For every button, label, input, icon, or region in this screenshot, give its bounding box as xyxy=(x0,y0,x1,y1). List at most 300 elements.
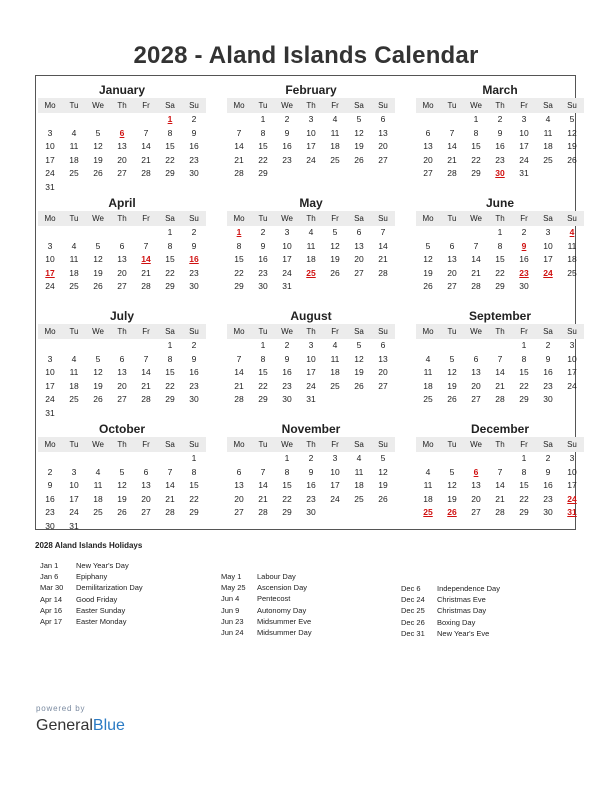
day-cell: 10 xyxy=(45,141,55,151)
weekday-label: Sa xyxy=(543,214,553,223)
month-april xyxy=(38,195,206,294)
week-row xyxy=(38,493,206,507)
day-cell: 24 xyxy=(45,168,55,178)
day-cell: 2 xyxy=(497,114,503,124)
day-cell: 25 xyxy=(543,154,553,165)
empty-day-cell xyxy=(86,113,110,127)
day-cell: 20 xyxy=(354,254,364,264)
week-row xyxy=(227,479,395,493)
day-cell: 14 xyxy=(447,141,457,151)
week-row xyxy=(38,127,206,141)
day-cell: 23 xyxy=(189,154,199,165)
holiday-name: Easter Sunday xyxy=(76,605,126,615)
empty-day-cell xyxy=(299,280,323,294)
week-row xyxy=(416,380,584,394)
day-cell: 26 xyxy=(354,154,364,165)
weekday-label: Tu xyxy=(447,101,457,110)
empty-day-cell xyxy=(371,167,395,181)
day-cell: 30 xyxy=(282,394,292,404)
week-row xyxy=(38,452,206,466)
day-cell: 7 xyxy=(380,227,386,237)
day-cell: 19 xyxy=(117,493,127,504)
day-cell: 30 xyxy=(519,281,529,291)
day-cell: 4 xyxy=(71,240,77,251)
day-cell: 24 xyxy=(45,281,55,291)
day-cell: 18 xyxy=(423,493,433,504)
empty-day-cell xyxy=(182,520,206,534)
holiday-day-cell: 24 xyxy=(567,493,577,504)
day-cell: 30 xyxy=(543,507,553,517)
day-cell: 27 xyxy=(447,281,457,291)
day-cell: 7 xyxy=(143,127,149,138)
weekday-header xyxy=(227,211,395,226)
holiday-date: Jan 1 xyxy=(40,561,59,570)
weekday-label: Tu xyxy=(69,214,79,223)
weekday-label: Su xyxy=(378,214,388,223)
day-cell: 1 xyxy=(191,453,197,463)
week-row xyxy=(416,506,584,520)
month-name: September xyxy=(468,309,532,323)
month-name: January xyxy=(98,83,146,97)
weekday-label: Th xyxy=(495,214,505,223)
day-cell: 22 xyxy=(519,493,529,504)
weekday-label: Mo xyxy=(233,101,245,110)
week-row xyxy=(38,353,206,367)
day-cell: 18 xyxy=(330,367,340,377)
day-cell: 23 xyxy=(189,380,199,391)
day-cell: 6 xyxy=(449,240,455,251)
weekday-label: Su xyxy=(378,101,388,110)
empty-day-cell xyxy=(488,339,512,353)
weekday-header xyxy=(416,324,584,339)
holiday-day-cell: 16 xyxy=(189,254,199,264)
day-cell: 28 xyxy=(234,168,244,178)
empty-day-cell xyxy=(488,452,512,466)
weekday-label: Fr xyxy=(520,101,528,110)
weekday-header xyxy=(416,437,584,452)
holiday-day-cell: 6 xyxy=(473,466,479,477)
holiday-name: Demilitarization Day xyxy=(76,583,143,593)
holiday-day-cell: 30 xyxy=(495,168,505,178)
holiday-day-cell: 26 xyxy=(447,507,457,517)
day-cell: 23 xyxy=(258,267,268,278)
day-cell: 3 xyxy=(47,240,53,251)
week-row xyxy=(416,466,584,480)
month-december xyxy=(416,421,584,520)
week-row xyxy=(38,140,206,154)
holiday-day-cell: 25 xyxy=(423,507,433,517)
day-cell: 5 xyxy=(569,114,575,124)
day-cell: 3 xyxy=(47,127,53,138)
week-row xyxy=(38,479,206,493)
day-cell: 8 xyxy=(473,127,479,138)
day-cell: 1 xyxy=(521,453,527,463)
day-cell: 18 xyxy=(567,254,577,264)
holiday-name: Midsummer Day xyxy=(257,627,312,637)
week-row xyxy=(38,226,206,240)
day-cell: 14 xyxy=(141,367,151,377)
empty-day-cell xyxy=(62,452,86,466)
holiday-entry xyxy=(401,617,571,628)
day-cell: 3 xyxy=(308,114,314,124)
day-cell: 9 xyxy=(191,353,197,364)
day-cell: 18 xyxy=(69,380,79,391)
brand-general: General xyxy=(36,717,93,734)
weekday-label: Th xyxy=(495,327,505,336)
month-name: April xyxy=(108,196,136,210)
holiday-date: Dec 24 xyxy=(401,595,425,605)
empty-day-cell xyxy=(416,226,440,240)
brand-blue: Blue xyxy=(92,717,125,734)
empty-day-cell xyxy=(134,452,158,466)
day-cell: 16 xyxy=(189,141,199,151)
empty-day-cell xyxy=(86,407,110,421)
weekday-label: We xyxy=(92,101,104,110)
weekday-header xyxy=(38,211,206,226)
weekday-label: We xyxy=(281,440,293,449)
empty-day-cell xyxy=(110,407,134,421)
weekday-label: Su xyxy=(378,327,388,336)
day-cell: 6 xyxy=(380,340,386,350)
day-cell: 27 xyxy=(471,394,481,404)
week-row xyxy=(38,407,206,421)
holiday-entry xyxy=(40,560,210,571)
empty-day-cell xyxy=(371,280,395,294)
holiday-name: Midsummer Eve xyxy=(257,616,312,626)
holiday-date: Apr 16 xyxy=(40,605,63,615)
day-cell: 28 xyxy=(495,394,505,404)
holiday-date: May 1 xyxy=(221,572,242,581)
holiday-name: Boxing Day xyxy=(437,617,476,627)
week-row xyxy=(38,113,206,127)
day-cell: 10 xyxy=(45,254,55,264)
day-cell: 11 xyxy=(330,353,340,364)
day-cell: 13 xyxy=(378,353,388,364)
day-cell: 13 xyxy=(378,127,388,138)
month-name: May xyxy=(299,196,323,210)
weekday-label: Fr xyxy=(142,101,150,110)
day-cell: 14 xyxy=(234,141,244,151)
day-cell: 17 xyxy=(567,367,577,377)
day-cell: 9 xyxy=(284,127,290,138)
day-cell: 25 xyxy=(330,380,340,391)
holiday-date: May 25 xyxy=(221,583,246,593)
day-cell: 26 xyxy=(330,267,340,278)
day-cell: 2 xyxy=(260,227,266,237)
holiday-entry xyxy=(221,627,391,638)
empty-day-cell xyxy=(158,520,182,534)
day-cell: 10 xyxy=(567,466,577,477)
empty-day-cell xyxy=(560,167,584,181)
day-cell: 17 xyxy=(45,380,55,391)
empty-day-cell xyxy=(536,167,560,181)
holiday-entry xyxy=(40,616,210,627)
week-row xyxy=(38,280,206,294)
day-cell: 3 xyxy=(569,453,575,463)
weekday-header xyxy=(416,98,584,113)
empty-day-cell xyxy=(86,339,110,353)
empty-day-cell xyxy=(347,506,371,520)
day-cell: 15 xyxy=(165,367,175,377)
day-cell: 19 xyxy=(423,267,433,278)
day-cell: 9 xyxy=(545,353,551,364)
week-row xyxy=(38,380,206,394)
day-cell: 25 xyxy=(69,394,79,404)
day-cell: 31 xyxy=(45,407,55,418)
week-row xyxy=(416,339,584,353)
day-cell: 29 xyxy=(258,394,268,404)
day-cell: 29 xyxy=(189,507,199,517)
day-cell: 28 xyxy=(378,267,388,278)
day-cell: 24 xyxy=(330,493,340,504)
day-cell: 30 xyxy=(189,168,199,178)
holiday-entry xyxy=(401,583,571,594)
day-cell: 12 xyxy=(447,480,457,490)
day-cell: 8 xyxy=(191,466,197,477)
empty-day-cell xyxy=(110,520,134,534)
day-cell: 26 xyxy=(567,154,577,165)
day-cell: 31 xyxy=(282,281,292,291)
day-cell: 28 xyxy=(258,507,268,517)
weekday-label: Tu xyxy=(258,214,268,223)
day-cell: 21 xyxy=(234,380,244,391)
day-cell: 1 xyxy=(473,114,479,124)
day-cell: 3 xyxy=(71,466,77,477)
day-cell: 29 xyxy=(495,281,505,291)
day-cell: 14 xyxy=(234,367,244,377)
day-cell: 9 xyxy=(191,240,197,251)
day-cell: 8 xyxy=(260,353,266,364)
day-cell: 14 xyxy=(495,367,505,377)
empty-day-cell xyxy=(38,452,62,466)
empty-day-cell xyxy=(86,520,110,534)
day-cell: 6 xyxy=(119,353,125,364)
empty-day-cell xyxy=(182,407,206,421)
day-cell: 20 xyxy=(447,267,457,278)
empty-day-cell xyxy=(464,226,488,240)
day-cell: 29 xyxy=(282,507,292,517)
day-cell: 26 xyxy=(378,493,388,504)
empty-day-cell xyxy=(440,339,464,353)
day-cell: 13 xyxy=(117,367,127,377)
day-cell: 3 xyxy=(284,227,290,237)
weekday-label: We xyxy=(470,440,482,449)
day-cell: 2 xyxy=(545,453,551,463)
week-row xyxy=(227,353,395,367)
day-cell: 20 xyxy=(471,380,481,391)
day-cell: 3 xyxy=(545,227,551,237)
day-cell: 27 xyxy=(423,168,433,178)
day-cell: 28 xyxy=(447,168,457,178)
day-cell: 11 xyxy=(69,254,79,264)
holiday-name: Epiphany xyxy=(76,572,108,582)
day-cell: 28 xyxy=(234,394,244,404)
day-cell: 4 xyxy=(332,114,338,124)
holiday-column xyxy=(401,583,571,639)
weekday-label: Fr xyxy=(331,327,339,336)
empty-day-cell xyxy=(464,452,488,466)
holiday-entry xyxy=(221,582,391,593)
day-cell: 3 xyxy=(47,353,53,364)
day-cell: 12 xyxy=(117,480,127,490)
empty-day-cell xyxy=(416,339,440,353)
day-cell: 9 xyxy=(497,127,503,138)
day-cell: 10 xyxy=(330,466,340,477)
empty-day-cell xyxy=(323,280,347,294)
weekday-label: Sa xyxy=(165,101,175,110)
holiday-name: Christmas Day xyxy=(437,606,487,616)
day-cell: 12 xyxy=(330,240,340,251)
day-cell: 5 xyxy=(119,466,125,477)
weekday-header xyxy=(227,324,395,339)
weekday-label: Tu xyxy=(69,440,79,449)
month-name: November xyxy=(281,422,341,436)
day-cell: 7 xyxy=(167,466,173,477)
day-cell: 22 xyxy=(471,154,481,165)
empty-day-cell xyxy=(62,339,86,353)
day-cell: 13 xyxy=(141,480,151,490)
day-cell: 22 xyxy=(258,380,268,391)
day-cell: 6 xyxy=(380,114,386,124)
day-cell: 23 xyxy=(306,493,316,504)
brand-logo[interactable] xyxy=(36,717,125,735)
day-cell: 15 xyxy=(471,141,481,151)
empty-day-cell xyxy=(134,339,158,353)
weekday-label: We xyxy=(281,327,293,336)
day-cell: 4 xyxy=(71,353,77,364)
day-cell: 3 xyxy=(521,114,527,124)
month-september xyxy=(416,308,584,407)
day-cell: 22 xyxy=(234,267,244,278)
weekday-label: Th xyxy=(495,101,505,110)
weekday-label: Tu xyxy=(447,214,457,223)
weekday-header xyxy=(227,437,395,452)
day-cell: 23 xyxy=(189,267,199,278)
day-cell: 23 xyxy=(45,507,55,517)
empty-day-cell xyxy=(62,113,86,127)
day-cell: 24 xyxy=(69,507,79,517)
week-row xyxy=(227,380,395,394)
empty-day-cell xyxy=(38,113,62,127)
day-cell: 7 xyxy=(143,353,149,364)
weekday-label: Su xyxy=(189,101,199,110)
day-cell: 20 xyxy=(117,267,127,278)
day-cell: 1 xyxy=(497,227,503,237)
day-cell: 20 xyxy=(117,380,127,391)
day-cell: 20 xyxy=(117,154,127,165)
day-cell: 30 xyxy=(306,507,316,517)
day-cell: 4 xyxy=(545,114,551,124)
holiday-entry xyxy=(40,582,210,593)
day-cell: 18 xyxy=(423,380,433,391)
day-cell: 13 xyxy=(447,254,457,264)
day-cell: 7 xyxy=(236,353,242,364)
day-cell: 3 xyxy=(332,453,338,463)
empty-day-cell xyxy=(62,407,86,421)
day-cell: 29 xyxy=(234,281,244,291)
day-cell: 30 xyxy=(45,520,55,531)
month-october xyxy=(38,421,206,533)
weekday-label: Su xyxy=(567,214,577,223)
day-cell: 19 xyxy=(93,380,103,391)
weekday-label: Fr xyxy=(331,101,339,110)
weekday-label: We xyxy=(470,327,482,336)
day-cell: 27 xyxy=(378,154,388,165)
day-cell: 25 xyxy=(423,394,433,404)
weekday-header xyxy=(416,211,584,226)
holiday-name: Christmas Eve xyxy=(437,595,486,605)
holiday-name: New Year's Eve xyxy=(437,628,490,638)
day-cell: 11 xyxy=(423,480,433,490)
day-cell: 16 xyxy=(495,141,505,151)
powered-by-text: powered by xyxy=(36,704,86,713)
day-cell: 29 xyxy=(519,507,529,517)
weekday-label: We xyxy=(470,214,482,223)
day-cell: 21 xyxy=(495,493,505,504)
empty-day-cell xyxy=(158,452,182,466)
week-row xyxy=(227,393,395,407)
day-cell: 4 xyxy=(71,127,77,138)
day-cell: 4 xyxy=(95,466,101,477)
day-cell: 25 xyxy=(93,507,103,517)
day-cell: 13 xyxy=(354,240,364,251)
holiday-column xyxy=(221,571,391,638)
week-row xyxy=(38,253,206,267)
day-cell: 12 xyxy=(93,141,103,151)
day-cell: 21 xyxy=(141,154,151,165)
day-cell: 18 xyxy=(306,254,316,264)
day-cell: 9 xyxy=(545,466,551,477)
weekday-label: Sa xyxy=(165,327,175,336)
day-cell: 27 xyxy=(117,394,127,404)
day-cell: 17 xyxy=(306,141,316,151)
day-cell: 21 xyxy=(447,154,457,165)
month-march xyxy=(416,82,584,181)
empty-day-cell xyxy=(110,181,134,195)
weekday-label: Tu xyxy=(69,101,79,110)
day-cell: 28 xyxy=(141,394,151,404)
weekday-label: Th xyxy=(117,214,127,223)
week-row xyxy=(416,240,584,254)
holiday-entry xyxy=(221,593,391,604)
day-cell: 10 xyxy=(69,480,79,490)
day-cell: 6 xyxy=(356,227,362,237)
day-cell: 17 xyxy=(69,493,79,504)
day-cell: 1 xyxy=(260,340,266,350)
month-name: July xyxy=(109,309,134,323)
day-cell: 14 xyxy=(165,480,175,490)
holiday-date: Apr 17 xyxy=(40,616,63,626)
day-cell: 20 xyxy=(378,367,388,377)
empty-day-cell xyxy=(323,393,347,407)
weekday-label: Fr xyxy=(142,214,150,223)
weekday-header xyxy=(38,437,206,452)
day-cell: 16 xyxy=(282,141,292,151)
empty-day-cell xyxy=(182,181,206,195)
weekday-label: Th xyxy=(117,440,127,449)
holiday-name: Good Friday xyxy=(76,594,118,604)
day-cell: 18 xyxy=(93,493,103,504)
day-cell: 24 xyxy=(567,380,577,391)
day-cell: 19 xyxy=(447,493,457,504)
day-cell: 17 xyxy=(282,254,292,264)
month-name: June xyxy=(485,196,514,210)
day-cell: 6 xyxy=(236,466,242,477)
weekday-label: Sa xyxy=(165,440,175,449)
week-row xyxy=(416,226,584,240)
day-cell: 15 xyxy=(165,254,175,264)
day-cell: 2 xyxy=(284,340,290,350)
